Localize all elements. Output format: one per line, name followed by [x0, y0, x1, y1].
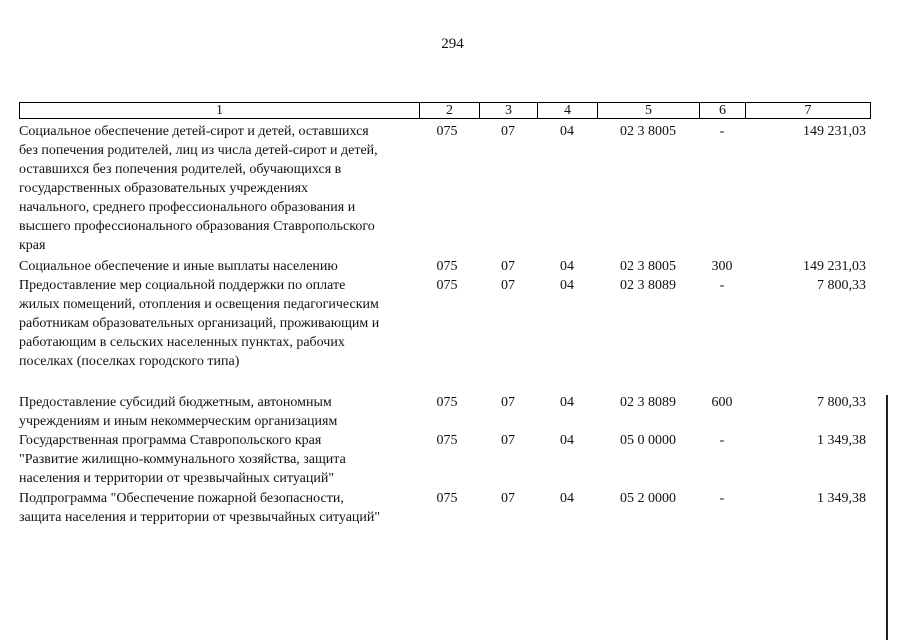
description-line: без попечения родителей, лиц из числа детей-сирот и детей, — [19, 143, 378, 158]
cell-section: 07 — [501, 124, 515, 139]
cell-subsection: 04 — [560, 491, 574, 506]
description-line: поселках (поселках городского типа) — [19, 354, 240, 369]
cell-expense-type: - — [719, 278, 725, 293]
header-col-1: 1 — [20, 103, 420, 118]
cell-subsection: 04 — [560, 259, 574, 274]
cell-amount: 149 231,03 — [803, 259, 866, 274]
cell-section: 07 — [501, 278, 515, 293]
header-col-4: 4 — [538, 103, 598, 118]
row-description — [19, 257, 424, 276]
cell-expense-type: - — [719, 433, 725, 448]
cell-amount: 1 349,38 — [817, 491, 866, 506]
description-line: защита населения и территории от чрезвычайных ситуаций" — [19, 510, 381, 525]
page-number: 294 — [441, 36, 464, 52]
row-description — [19, 276, 424, 371]
description-line: оставшихся без попечения родителей, обучающихся в — [19, 162, 342, 177]
description-line: высшего профессионального образования Ставропольского — [19, 219, 375, 234]
cell-ministry-code: 075 — [436, 491, 458, 506]
row-description — [19, 431, 424, 488]
description-line: учреждениям и иным некоммерческим организациям — [19, 414, 338, 429]
cell-target-article: 02 3 8005 — [620, 259, 676, 274]
header-col-5: 5 — [598, 103, 700, 118]
cell-section: 07 — [501, 259, 515, 274]
cell-subsection: 04 — [560, 278, 574, 293]
description-line: работникам образовательных организаций, проживающим и — [19, 316, 380, 331]
cell-amount: 1 349,38 — [817, 433, 866, 448]
cell-amount: 7 800,33 — [817, 278, 866, 293]
cell-amount: 7 800,33 — [817, 395, 866, 410]
row-description — [19, 122, 424, 255]
row-description — [19, 393, 424, 431]
description-line: государственных образовательных учреждениях — [19, 181, 309, 196]
header-col-6: 6 — [700, 103, 746, 118]
cell-target-article: 05 0 0000 — [620, 433, 676, 448]
cell-section: 07 — [501, 433, 515, 448]
cell-expense-type: - — [719, 491, 725, 506]
cell-section: 07 — [501, 395, 515, 410]
row-description — [19, 489, 424, 527]
cell-amount: 149 231,03 — [803, 124, 866, 139]
scan-edge-line — [886, 395, 888, 640]
table-header — [19, 102, 871, 119]
cell-target-article: 05 2 0000 — [620, 491, 676, 506]
cell-ministry-code: 075 — [436, 433, 458, 448]
description-line: Социальное обеспечение детей-сирот и детей, оставшихся — [19, 124, 369, 139]
description-line: Подпрограмма "Обеспечение пожарной безопасности, — [19, 491, 344, 506]
description-line: жилых помещений, отопления и освещения педагогическим — [19, 297, 379, 312]
cell-expense-type: - — [719, 124, 725, 139]
description-line: начального, среднего профессионального образования и — [19, 200, 356, 215]
description-line: Предоставление субсидий бюджетным, автономным — [19, 395, 332, 410]
description-line: Социальное обеспечение и иные выплаты населению — [19, 259, 338, 274]
cell-expense-type: 600 — [711, 395, 733, 410]
cell-ministry-code: 075 — [436, 395, 458, 410]
cell-target-article: 02 3 8089 — [620, 395, 676, 410]
cell-ministry-code: 075 — [436, 278, 458, 293]
description-line: населения и территории от чрезвычайных ситуаций" — [19, 471, 335, 486]
cell-target-article: 02 3 8005 — [620, 124, 676, 139]
description-line: Государственная программа Ставропольского края — [19, 433, 322, 448]
description-line: Предоставление мер социальной поддержки по оплате — [19, 278, 346, 293]
cell-subsection: 04 — [560, 124, 574, 139]
cell-subsection: 04 — [560, 433, 574, 448]
cell-section: 07 — [501, 491, 515, 506]
cell-target-article: 02 3 8089 — [620, 278, 676, 293]
header-col-2: 2 — [420, 103, 480, 118]
header-col-3: 3 — [480, 103, 538, 118]
description-line: "Развитие жилищно-коммунального хозяйства, защита — [19, 452, 346, 467]
cell-subsection: 04 — [560, 395, 574, 410]
cell-expense-type: 300 — [711, 259, 733, 274]
cell-ministry-code: 075 — [436, 259, 458, 274]
header-col-7: 7 — [804, 103, 812, 118]
description-line: края — [19, 238, 46, 253]
description-line: работающим в сельских населенных пунктах, рабочих — [19, 335, 345, 350]
cell-ministry-code: 075 — [436, 124, 458, 139]
